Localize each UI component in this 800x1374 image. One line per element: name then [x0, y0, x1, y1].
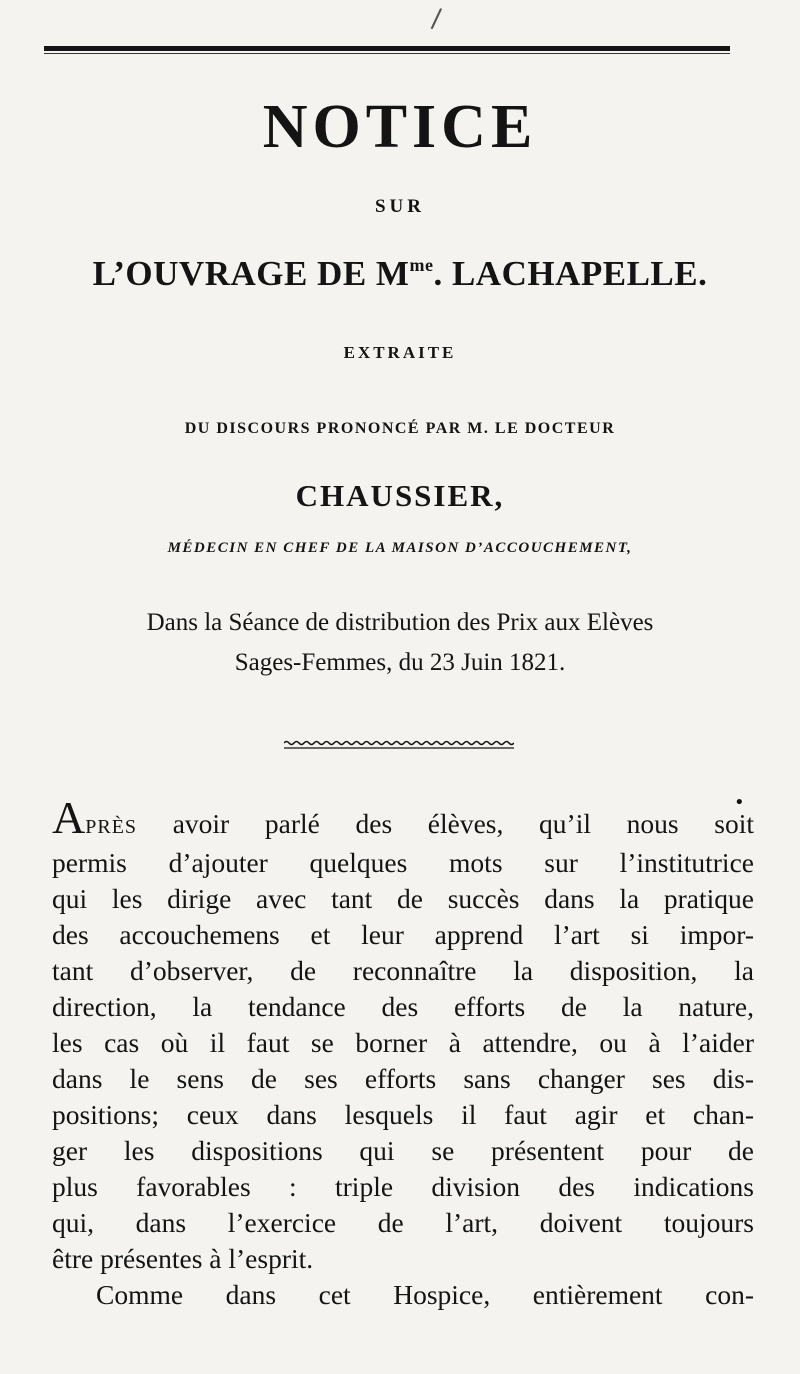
body-line: direction, la tendance des efforts de la nature, [52, 991, 754, 1022]
sur-line: SUR [374, 196, 425, 217]
first-line-rest: avoir parlé des élèves, qu’il nous soit [137, 808, 754, 839]
top-rule [44, 46, 730, 51]
body-line: des accouchemens et leur apprend l’art si impor- [52, 919, 754, 950]
author-role: MÉDECIN EN CHEF DE LA MAISON D’ACCOUCHEMENT, [167, 540, 633, 556]
body-line: tant d’observer, de reconnaître la disposition, la [52, 955, 754, 986]
body-line: permis d’ajouter quelques mots sur l’institutrice [52, 847, 754, 878]
pencil-mark: / [429, 3, 443, 35]
body-line: ger les dispositions qui se présentent pour de [52, 1135, 754, 1166]
body-line: qui les dirige avec tant de succès dans la pratique [52, 883, 754, 914]
body-line: être présentes à l’esprit. [52, 1243, 314, 1274]
work-title-after: . LACHAPELLE. [433, 254, 708, 293]
work-title-before: L’OUVRAGE DE M [92, 254, 410, 293]
work-title [0, 254, 800, 294]
work-title-sup: me [409, 255, 434, 275]
dropcap-letter: A [52, 792, 86, 843]
body-line: les cas où il faut se borner à attendre, ou à l’aider [52, 1027, 754, 1058]
body-line: positions; ceux dans lesquels il faut agir et chan- [52, 1099, 754, 1130]
ink-dot: • [734, 792, 745, 813]
author-name: CHAUSSIER, [295, 478, 505, 513]
body-line: plus favorables : triple division des indications [52, 1171, 754, 1202]
seance-line-1: Dans la Séance de distribution des Prix aux Elèves [146, 609, 654, 636]
body-line: qui, dans l’exercice de l’art, doivent toujours [52, 1207, 754, 1238]
notice-title: NOTICE [262, 93, 538, 161]
wavy-separator [284, 740, 514, 750]
extraite-line: EXTRAITE [343, 343, 457, 362]
seance-line-2: Sages-Femmes, du 23 Juin 1821. [234, 649, 566, 676]
seance-block [0, 603, 800, 683]
body-line: dans le sens de ses efforts sans changer ses dis- [52, 1063, 754, 1094]
body-line-1 [52, 792, 754, 845]
smallcaps-word: PRÈS [85, 816, 138, 838]
discours-line: DU DISCOURS PRONONCÉ PAR M. LE DOCTEUR [184, 420, 616, 437]
next-paragraph-line: Comme dans cet Hospice, entièrement con- [96, 1279, 754, 1310]
body-paragraph [52, 792, 754, 1313]
